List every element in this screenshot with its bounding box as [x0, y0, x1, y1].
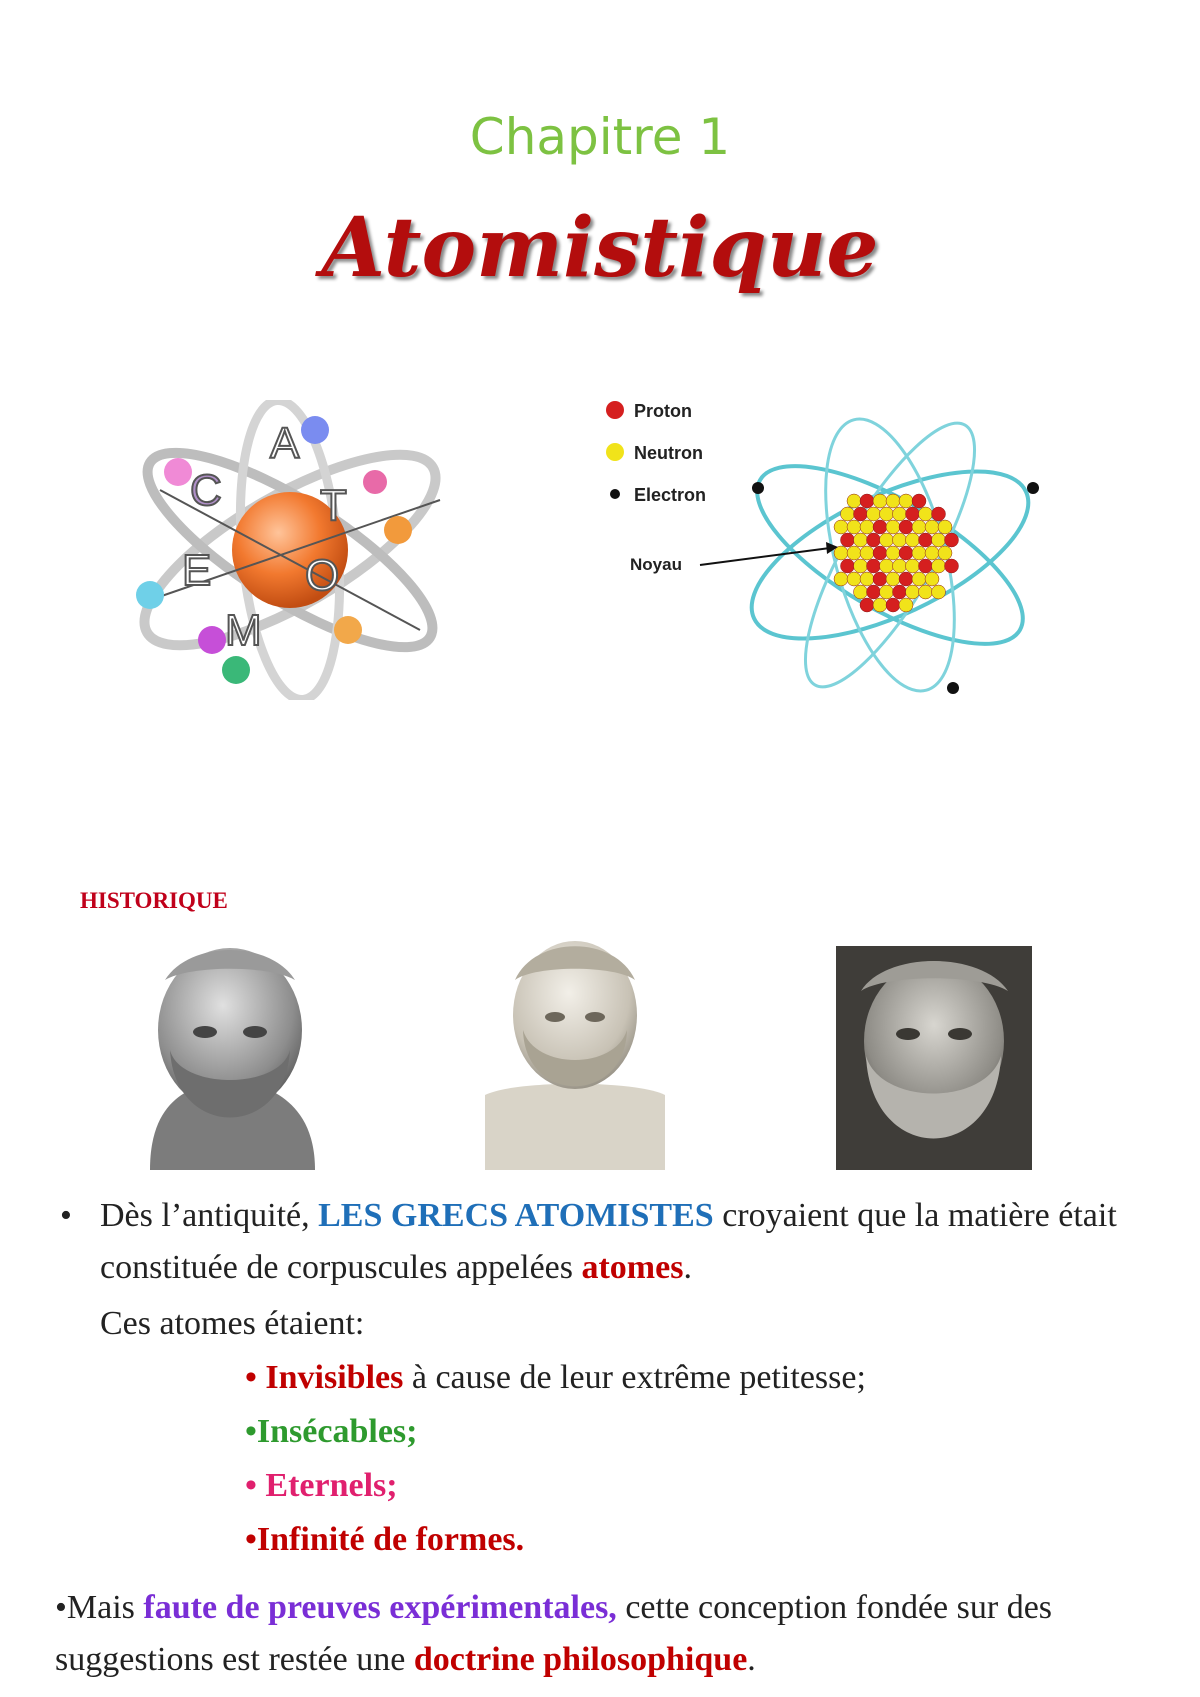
nucleon [886, 572, 900, 586]
property-1-label: Invisibles [265, 1359, 404, 1396]
p1-highlight-greek-atomists: LES GRECS ATOMISTES [318, 1197, 714, 1234]
nucleon [886, 598, 900, 612]
nucleon [899, 598, 913, 612]
nucleon [860, 520, 874, 534]
legend-neutron-label: Neutron [634, 443, 703, 463]
nucleon [860, 494, 874, 508]
property-eternels: • Eternels; [245, 1467, 398, 1504]
nucleon [938, 520, 952, 534]
page-title: Atomistique [321, 200, 879, 296]
nucleon [867, 533, 881, 547]
nucleon [912, 572, 926, 586]
nucleon [919, 507, 933, 521]
nucleon [925, 520, 939, 534]
p3-text-c: . [747, 1641, 756, 1678]
p1-text-b: croyaient que la matière était constituée de corpuscules appelées [100, 1197, 1117, 1286]
nucleon [834, 572, 848, 586]
nucleon [854, 559, 868, 573]
nucleon [847, 494, 861, 508]
nucleon [906, 559, 920, 573]
logo-letter-a: A [270, 419, 300, 468]
philosopher-bust-3 [836, 946, 1032, 1170]
nucleon [847, 546, 861, 560]
nucleon [899, 546, 913, 560]
section-heading: HISTORIQUE [80, 888, 228, 913]
nucleon [893, 585, 907, 599]
p1-text-c: . [683, 1249, 692, 1286]
nucleon [873, 520, 887, 534]
logo-letter-m: M [225, 606, 262, 655]
nucleon [912, 494, 926, 508]
nucleon [854, 507, 868, 521]
nucleon [893, 533, 907, 547]
nucleon [841, 507, 855, 521]
nucleon [886, 520, 900, 534]
bullet: • [60, 1197, 72, 1234]
nucleon [932, 507, 946, 521]
nucleon [906, 585, 920, 599]
nucleus [834, 494, 959, 612]
nucleon [873, 546, 887, 560]
logo-letter-o: O [305, 551, 340, 600]
logo-letter-e: E [182, 546, 212, 595]
nucleon [912, 546, 926, 560]
logo-letter-t: T [320, 481, 347, 530]
legend-proton [606, 401, 692, 421]
nucleon [886, 546, 900, 560]
nucleon [906, 507, 920, 521]
p3-text-b: cette conception fondée sur des suggestions est restée une [55, 1589, 1053, 1678]
nucleon [880, 585, 894, 599]
nucleon [912, 520, 926, 534]
property-1-rest: à cause de leur extrême petitesse; [403, 1359, 866, 1396]
nucleon [893, 507, 907, 521]
nucleon [899, 520, 913, 534]
nucleon [834, 520, 848, 534]
nucleon [945, 533, 959, 547]
nucleon [873, 598, 887, 612]
nucleon [932, 533, 946, 547]
nucleon [919, 533, 933, 547]
p3-highlight-doctrine: doctrine philosophique [413, 1641, 748, 1678]
nucleon [925, 572, 939, 586]
nucleon [938, 546, 952, 560]
nucleon [906, 533, 920, 547]
nucleon [854, 533, 868, 547]
nucleon [932, 585, 946, 599]
nucleon [867, 559, 881, 573]
legend-neutron [606, 443, 703, 463]
nucleon [841, 533, 855, 547]
nucleon [886, 494, 900, 508]
p3-text-a: •Mais [55, 1589, 144, 1626]
nucleon [841, 559, 855, 573]
nucleon [893, 559, 907, 573]
property-invisibles [245, 1352, 866, 1404]
nucleon [854, 585, 868, 599]
nucleus-label: Noyau [630, 555, 682, 574]
nucleon [919, 559, 933, 573]
nucleon [873, 494, 887, 508]
p1-highlight-atomes: atomes [581, 1249, 684, 1286]
chapter-number: Chapitre 1 [469, 108, 731, 166]
p3-highlight-no-proof: faute de preuves expérimentales, [143, 1589, 617, 1626]
paragraph-atoms-were: Ces atomes étaient: [100, 1305, 365, 1342]
nucleon [860, 572, 874, 586]
nucleon [899, 494, 913, 508]
nucleon [873, 572, 887, 586]
legend-electron-label: Electron [634, 485, 707, 505]
nucleon [945, 559, 959, 573]
nucleon [880, 507, 894, 521]
nucleon [880, 533, 894, 547]
paragraph-greek-atomists [60, 1190, 1160, 1294]
philosopher-bust-1 [130, 940, 330, 1170]
nucleon [847, 572, 861, 586]
logo-letter-c: C [190, 466, 222, 515]
nucleon [899, 572, 913, 586]
atom-diagram [590, 380, 1070, 700]
nucleon [880, 559, 894, 573]
nucleon [867, 507, 881, 521]
nucleon [925, 546, 939, 560]
property-insecables: •Insécables; [245, 1413, 418, 1450]
paragraph-philosophical-doctrine [55, 1582, 1165, 1686]
legend-proton-label: Proton [634, 401, 692, 421]
philosopher-bust-2 [475, 935, 675, 1170]
atome-logo [120, 400, 460, 700]
legend-electron [610, 485, 706, 505]
property-infinite-forms: •Infinité de formes. [245, 1521, 525, 1558]
nucleon [867, 585, 881, 599]
nucleon [919, 585, 933, 599]
property-1-bullet: • [245, 1359, 266, 1396]
nucleon [932, 559, 946, 573]
p1-text-a: Dès l’antiquité, [100, 1197, 319, 1234]
nucleon [847, 520, 861, 534]
nucleon [860, 546, 874, 560]
nucleon [860, 598, 874, 612]
